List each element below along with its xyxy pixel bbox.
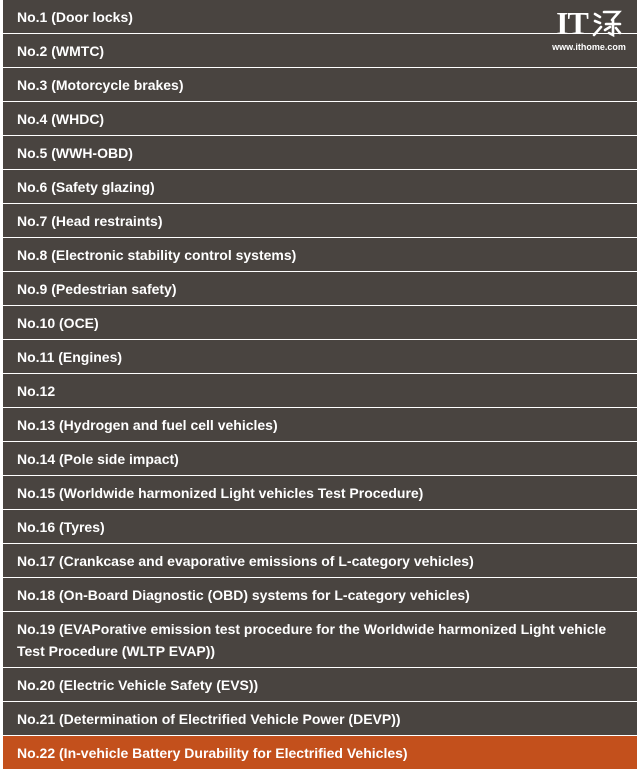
watermark-url: www.ithome.com: [552, 42, 626, 52]
list-item-no14: No.14 (Pole side impact): [3, 442, 637, 476]
list-item-no1: No.1 (Door locks): [3, 0, 637, 34]
list-item-no3: No.3 (Motorcycle brakes): [3, 68, 637, 102]
list-item-no8: No.8 (Electronic stability control systems): [3, 238, 637, 272]
list-item-no17: No.17 (Crankcase and evaporative emissions of L-category vehicles): [3, 544, 637, 578]
list-item-no20: No.20 (Electric Vehicle Safety (EVS)): [3, 668, 637, 702]
list-item-no22-highlighted: No.22 (In-vehicle Battery Durability for Electrified Vehicles): [3, 736, 637, 770]
list-item-no13: No.13 (Hydrogen and fuel cell vehicles): [3, 408, 637, 442]
list-item-no6: No.6 (Safety glazing): [3, 170, 637, 204]
list-item-no12: No.12: [3, 374, 637, 408]
gtr-list: [3, 0, 637, 770]
list-item-no18: No.18 (On-Board Diagnostic (OBD) systems for L-category vehicles): [3, 578, 637, 612]
list-item-no7: No.7 (Head restraints): [3, 204, 637, 238]
ithome-logo: [550, 6, 628, 40]
logo-it-text: IT: [556, 5, 588, 41]
list-item-no19: No.19 (EVAPorative emission test procedure for the Worldwide harmonized Light vehicle Test Procedure (WLTP EVAP)): [3, 612, 637, 668]
list-item-no15: No.15 (Worldwide harmonized Light vehicles Test Procedure): [3, 476, 637, 510]
list-item-no11: No.11 (Engines): [3, 340, 637, 374]
list-item-no2: No.2 (WMTC): [3, 34, 637, 68]
list-item-no5: No.5 (WWH-OBD): [3, 136, 637, 170]
list-item-no21: No.21 (Determination of Electrified Vehicle Power (DEVP)): [3, 702, 637, 736]
list-item-no10: No.10 (OCE): [3, 306, 637, 340]
ithome-watermark: [550, 6, 628, 53]
list-item-no4: No.4 (WHDC): [3, 102, 637, 136]
logo-mark-icon: [592, 8, 622, 38]
list-item-no16: No.16 (Tyres): [3, 510, 637, 544]
list-item-no9: No.9 (Pedestrian safety): [3, 272, 637, 306]
